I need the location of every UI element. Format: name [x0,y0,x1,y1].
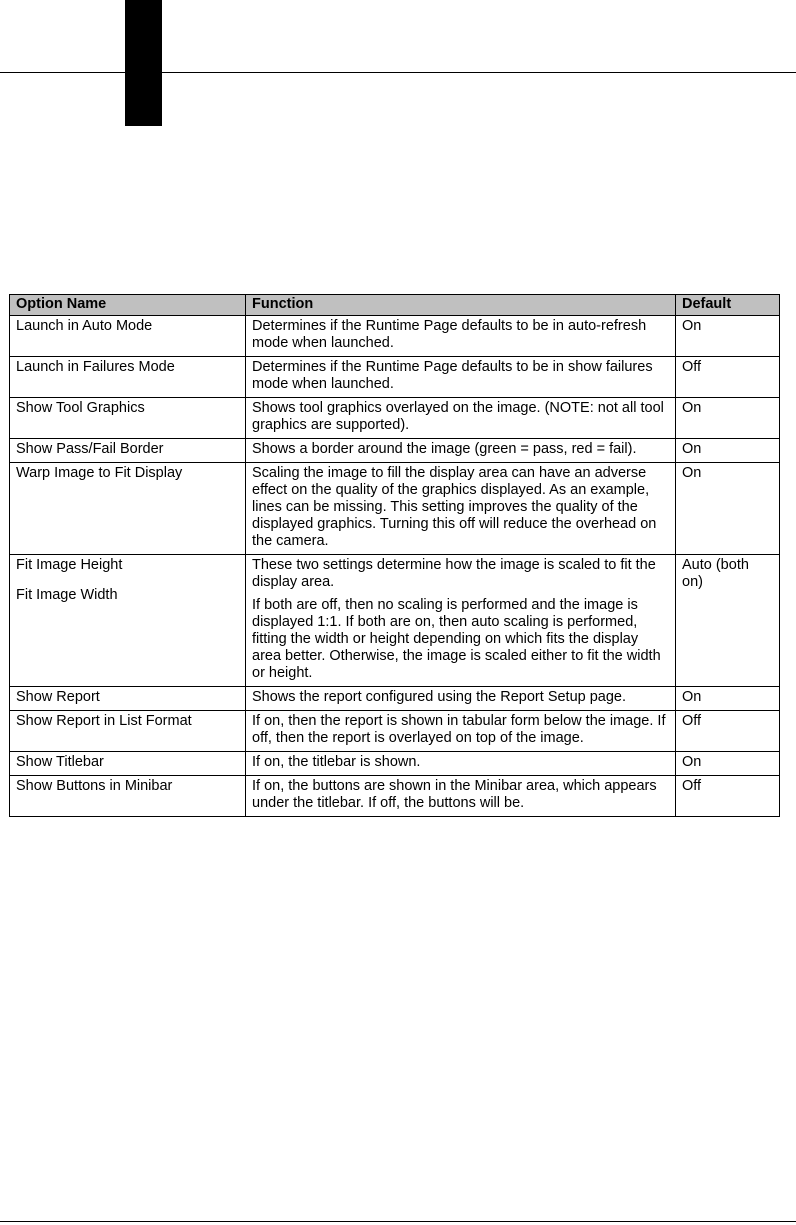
table-row [10,398,780,439]
option-name-cell [10,776,246,817]
option-name: Show Pass/Fail Border [16,441,164,457]
option-name: Show Report in List Format [16,713,192,729]
chapter-tab-marker [125,0,162,126]
default-value: On [676,316,780,357]
option-name-cell [10,711,246,752]
function-cell [246,398,676,439]
function-cell [246,752,676,776]
default-value: Off [676,711,780,752]
function-text: Determines if the Runtime Page defaults to be in show failures mode when launched. [252,359,653,392]
default-value: On [676,463,780,555]
table-row [10,752,780,776]
header-default: Default [676,295,780,316]
default-value: On [676,439,780,463]
function-text: Shows a border around the image (green = pass, red = fail). [252,441,637,457]
function-cell [246,316,676,357]
default-value: Off [676,357,780,398]
options-table [9,294,780,817]
table-row [10,357,780,398]
function-text: Shows tool graphics overlayed on the image. (NOTE: not all tool graphics are supported). [252,400,664,433]
option-name-cell [10,439,246,463]
header-option-name: Option Name [10,295,246,316]
footer-rule [0,1221,796,1222]
default-value: On [676,398,780,439]
header-rule [0,72,796,73]
default-value: On [676,687,780,711]
option-name: Show Buttons in Minibar [16,778,173,794]
function-cell [246,687,676,711]
option-name-cell [10,357,246,398]
function-text: If on, the buttons are shown in the Minibar area, which appears under the titlebar. If off, the buttons will be. [252,778,657,811]
table-row [10,776,780,817]
default-value: On [676,752,780,776]
option-name: Show Report [16,689,100,705]
header-function: Function [246,295,676,316]
default-value: Auto (both on) [676,555,780,687]
function-text: Shows the report configured using the Report Setup page. [252,689,627,705]
table-row [10,711,780,752]
option-name-cell [10,555,246,687]
table-row [10,439,780,463]
option-name-cell [10,752,246,776]
function-cell [246,555,676,687]
default-value: Off [676,776,780,817]
function-text: If both are off, then no scaling is performed and the image is displayed 1:1. If both are on, then auto scaling is performed, fitting the width or height depending on which fits the display area better. Otherwise, the image is scaled either to fit the width or height. [252,597,661,681]
function-text: If on, the titlebar is shown. [252,754,421,770]
table-row [10,316,780,357]
option-name-cell [10,398,246,439]
table-row [10,687,780,711]
option-name: Show Titlebar [16,754,104,770]
option-name: Launch in Failures Mode [16,359,175,375]
option-name: Launch in Auto Mode [16,318,153,334]
function-cell [246,463,676,555]
option-name-cell [10,687,246,711]
function-text: Determines if the Runtime Page defaults to be in auto-refresh mode when launched. [252,318,647,351]
table-row [10,555,780,687]
table-header-row [10,295,780,316]
function-cell [246,357,676,398]
option-name: Fit Image Height [16,557,123,573]
table-row [10,463,780,555]
function-cell [246,439,676,463]
option-name: Fit Image Width [16,587,118,603]
option-name-cell [10,316,246,357]
option-name: Show Tool Graphics [16,400,145,416]
function-cell [246,711,676,752]
function-text: Scaling the image to fill the display area can have an adverse effect on the quality of the graphics displayed. As an example, lines can be missing. This setting improves the quality of the displayed graphics. Turning this off will reduce the overhead on the camera. [252,465,657,549]
function-cell [246,776,676,817]
option-name-cell [10,463,246,555]
function-text: These two settings determine how the image is scaled to fit the display area. [252,557,656,590]
option-name: Warp Image to Fit Display [16,465,183,481]
function-text: If on, then the report is shown in tabular form below the image. If off, then the report is overlayed on top of the image. [252,713,666,746]
